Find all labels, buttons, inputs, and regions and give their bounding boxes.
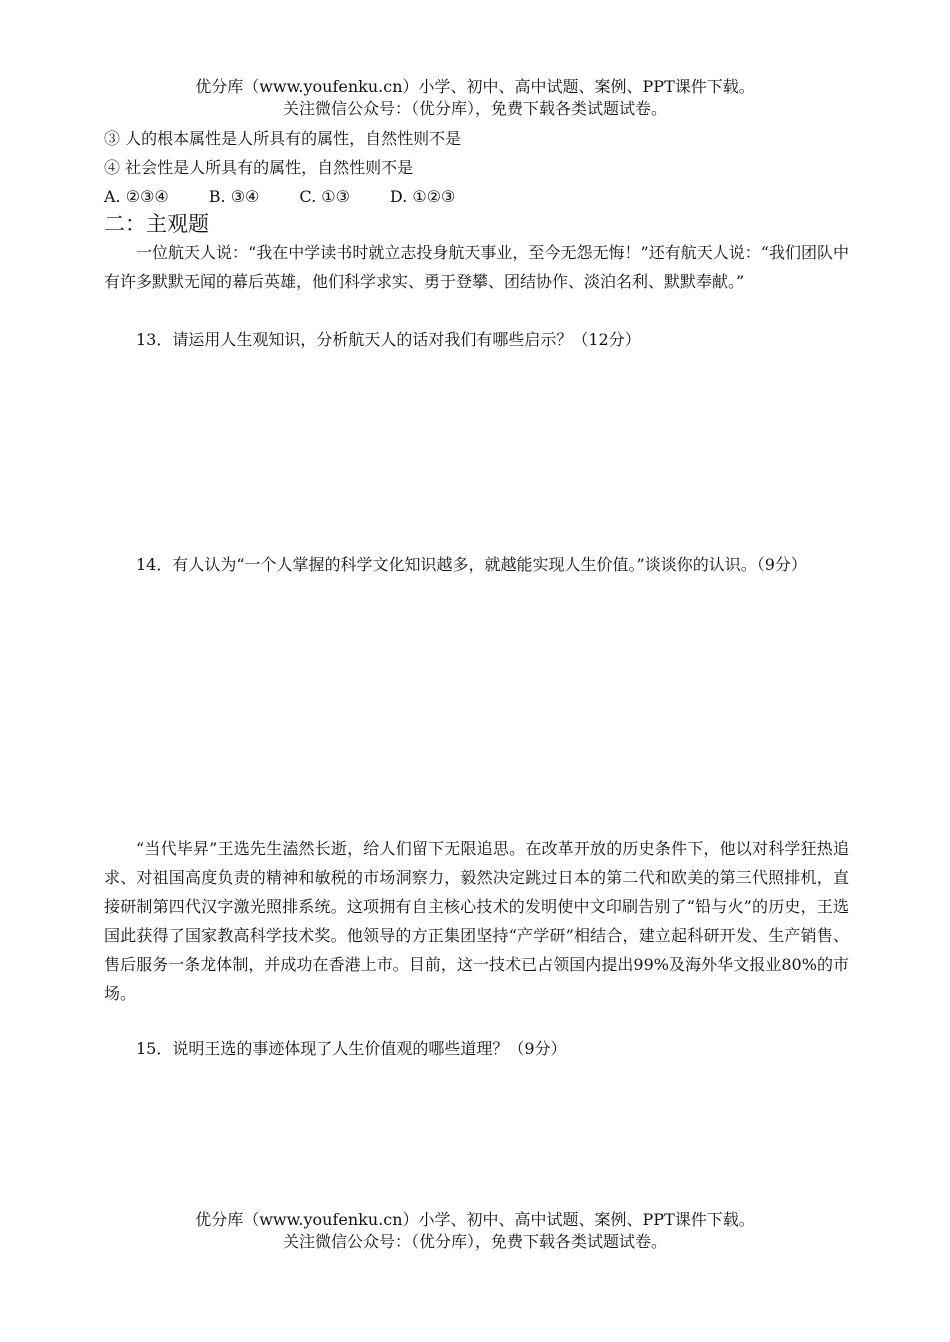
question-13: 13．请运用人生观知识，分析航天人的话对我们有哪些启示？（12分） bbox=[136, 330, 641, 349]
question-14: 14．有人认为“一个人掌握的科学文化知识越多，就越能实现人生价值。”谈谈你的认识。（9分） bbox=[136, 555, 807, 574]
page-header bbox=[0, 76, 950, 120]
header-line-2: 关注微信公众号：（优分库），免费下载各类试题试卷。 bbox=[282, 99, 667, 118]
passage-wang-xuan: “当代毕昇”王选先生溘然长逝，给人们留下无限追思。在改革开放的历史条件下，他以对科学狂热追求、对祖国高度负责的精神和敏税的市场洞察力，毅然决定跳过日本的第二代和欧美的第三代照排机，直接研制第四代汉字激光照排系统。这项拥有自主核心技术的发明使中文印刷告别了“铅与火”的历史，王选国此获得了国家教高科学技术奖。他领导的方正集团坚持“产学研”相结合，建立起科研开发、生产销售、售后服务一条龙体制，并成功在香港上市。目前，这一技术已占领国内提出99%及海外华文报业80%的市场。 bbox=[104, 839, 849, 1003]
header-line-1: 优分库（www.youfenku.cn）小学、初中、高中试题、案例、PPT课件下载。 bbox=[195, 77, 755, 96]
mcq-statement-4: ④ 社会性是人所具有的属性，自然性则不是 bbox=[104, 158, 414, 177]
option-a: A. ②③④ bbox=[104, 187, 169, 206]
question-15: 15．说明王选的事迹体现了人生价值观的哪些道理？（9分） bbox=[136, 1039, 567, 1058]
page-footer bbox=[0, 1209, 950, 1253]
mcq-options bbox=[104, 182, 849, 211]
option-d: D. ①②③ bbox=[389, 187, 456, 206]
footer-line-2: 关注微信公众号：（优分库），免费下载各类试题试卷。 bbox=[282, 1232, 667, 1251]
mcq-statement-3: ③ 人的根本属性是人所具有的属性，自然性则不是 bbox=[104, 129, 462, 148]
passage-astronaut: 一位航天人说：“我在中学读书时就立志投身航天事业，至今无怨无悔！”还有航天人说：“我们团队中有许多默默无闻的幕后英雄，他们科学求实、勇于登攀、团结协作、淡泊名利、默默奉献。” bbox=[104, 243, 849, 291]
section-title: 二：主观题 bbox=[104, 212, 209, 236]
mcq-continuation bbox=[104, 124, 849, 211]
option-c: C. ①③ bbox=[299, 187, 350, 206]
option-b: B. ③④ bbox=[208, 187, 260, 206]
footer-line-1: 优分库（www.youfenku.cn）小学、初中、高中试题、案例、PPT课件下载。 bbox=[195, 1210, 755, 1229]
